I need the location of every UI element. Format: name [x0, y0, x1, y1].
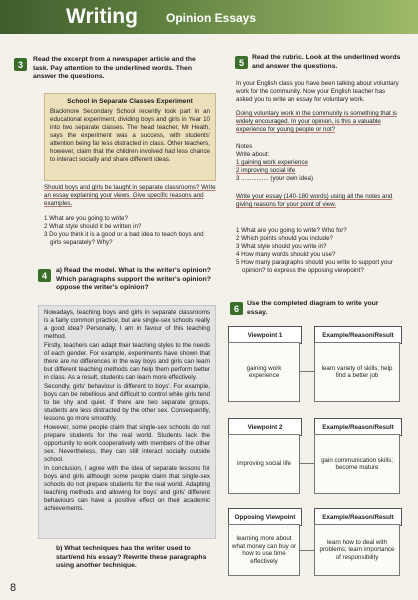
model-paragraph: Firstly, teachers can adapt their teaching styles to the needs of each gender. For example, experiments have shown that there are no differences in the way boys and girls can learn but different teaching methods can help them perform better in class. As a result, students can learn more effectively.: [44, 342, 210, 381]
task-5-question: 3 What style should you write in?: [236, 243, 327, 250]
diagram-example-header: Example/Reason/Result: [314, 326, 402, 344]
notes-title: Notes: [236, 143, 253, 150]
model-essay-box: [38, 305, 216, 539]
closing-text: Write your essay (140-180 words) using all the notes and giving reasons for your point of view.: [236, 193, 393, 208]
task-5-question: 4 How many words should you use?: [236, 251, 336, 258]
task-3-essay-task: [44, 184, 216, 208]
task-5-instructions: Read the rubric. Look at the underlined words and answer the questions.: [252, 54, 401, 70]
model-paragraph: Nowadays, teaching boys and girls in separate classrooms is a fairly common practice, but are single-sex schools really a good idea? Personally, I am in favour of this teaching method.: [44, 309, 210, 340]
task-4-badge: 4: [38, 269, 51, 282]
section-title: Writing: [66, 5, 138, 28]
note-item: 3 ................ (your own idea): [236, 175, 314, 182]
diagram-row-label: Viewpoint 2: [228, 418, 302, 436]
section-subtitle: Opinion Essays: [166, 11, 257, 25]
task-3-questions: [44, 215, 216, 247]
task-5-closing: [236, 193, 402, 209]
model-paragraph: Secondly, girls' behaviour is different to boys'. For example, boys can be rebellious and difficult to control while girls tend to be shy and quiet. If there are two separate groups, students are less distracted by the other sex. Consequently, lessons go more smoothly.: [44, 383, 210, 422]
task-3-badge: 3: [14, 58, 27, 71]
task-5-question: 1 What are you going to write? Who for?: [236, 227, 347, 234]
task-5-questions: [236, 227, 404, 275]
task-4-question-b: b) What techniques has the writer used to start/end his essay? Rewrite these paragraphs using another technique.: [56, 545, 207, 570]
model-paragraph: However, some people claim that single-sex schools do not prepare students for the real world. Students lack the opportunity to work cooperatively with members of the other sex. Nevertheless, they can still interact socially outside school.: [44, 424, 210, 463]
diagram-example-cell: learn variety of skills; help find a better job: [314, 342, 400, 402]
task-3-question: 2 What style should it be written in?: [44, 223, 142, 230]
diagram-row-label: Opposing Viewpoint: [228, 508, 302, 526]
task-6-badge: 6: [230, 302, 243, 315]
essay-diagram: [226, 326, 402, 578]
diagram-connector: [300, 463, 314, 464]
rubric-quote: [236, 110, 402, 134]
diagram-example-header: Example/Reason/Result: [314, 508, 402, 526]
task-3-question: 3 Do you think it is a good or a bad idea to teach boys and girls separately? Why?: [44, 231, 204, 246]
task-5-badge: 5: [235, 56, 248, 69]
task-4-question-a: a) Read the model. What is the writer's opinion? Which paragraphs support the writer's opinion? oppose the writer's opinion?: [56, 267, 211, 292]
task-5-question: 5 How many paragraphs should you write to support your opinion? to express the opposing viewpoint?: [236, 259, 393, 274]
task-5-question: 2 Which points should you include?: [236, 235, 333, 242]
diagram-connector: [300, 550, 314, 551]
notes-block: [236, 143, 402, 183]
diagram-point-cell: improving social life: [228, 434, 300, 494]
rubric-intro: In your English class you have been talking about voluntary work for the community. Now your English teacher has asked you to write an essay for voluntary work.: [236, 80, 399, 103]
essay-task-text: Should boys and girls be taught in separate classrooms? Write an essay explaining your views. Give specific reasons and examples.: [44, 184, 216, 207]
model-paragraph: In conclusion, I agree with the idea of separate lessons for boys and girls although some people claim that single-sex schools do not prepare students for the real world. Adapting teaching methods and allowing for boys' and girls' different behaviours can have a positive effect on their academic achievements.: [44, 465, 210, 512]
diagram-example-cell: gain communication skills; become mature: [314, 434, 400, 494]
article-excerpt-box: [44, 93, 216, 181]
diagram-example-header: Example/Reason/Result: [314, 418, 402, 436]
article-body: Blackmore Secondary School recently took part in an educational experiment, dividing boys and girls in Year 10 into two separate classes. The head teacher, Mr Heath, says the experiment was a success, with students' attention being far less distracted in class. Other teachers, however, claim that the children involved had less chance to interact socially and share different ideas.: [50, 108, 210, 163]
task-3-instructions: Read the excerpt from a newspaper article and the task. Pay attention to the underlined words. Then answer the questions.: [33, 56, 196, 81]
note-item: 1 gaining work experience: [236, 159, 308, 166]
page-number: 8: [10, 582, 17, 594]
diagram-point-cell: learning more about what money can buy or how to use time effectively: [228, 524, 300, 576]
article-title: School in Separate Classes Experiment: [67, 98, 193, 105]
note-item: 2 improving social life: [236, 167, 296, 174]
diagram-row-label: Viewpoint 1: [228, 326, 302, 344]
rubric-quote-text: Doing voluntary work in the community is something that is widely encouraged. In your opinion, is this a valuable experience for young people or not?: [236, 110, 397, 133]
notes-write-about: Write about:: [236, 151, 270, 158]
diagram-point-cell: gaining work experience: [228, 342, 300, 402]
diagram-example-cell: learn how to deal with problems; learn importance of responsibility: [314, 524, 400, 576]
task-3-question: 1 What are you going to write?: [44, 215, 128, 222]
task-6-instructions: Use the completed diagram to write your essay.: [247, 300, 379, 316]
diagram-connector: [300, 371, 314, 372]
